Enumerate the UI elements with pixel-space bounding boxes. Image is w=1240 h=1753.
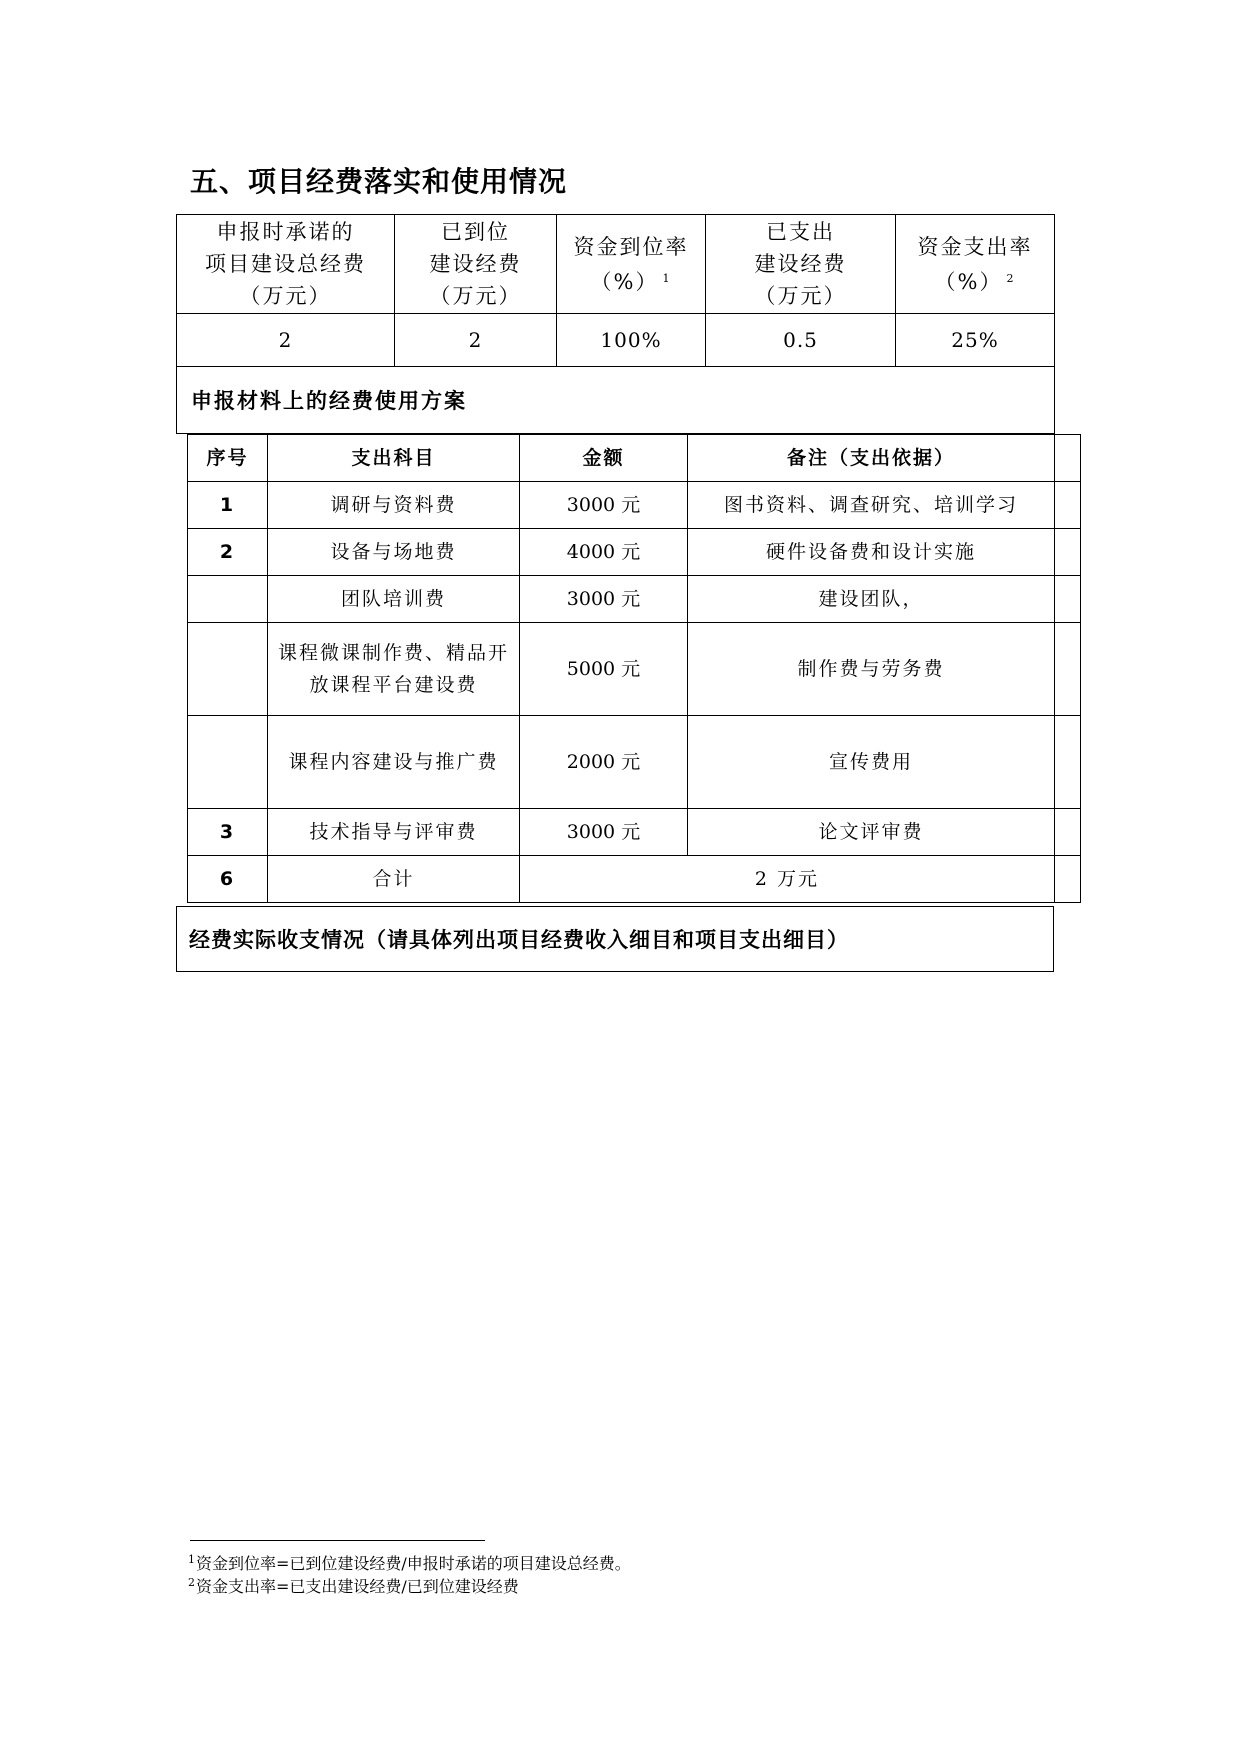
header-spending-rate: 资金支出率 （%） $^2$ [896, 215, 1055, 314]
plan-extra-cell [1055, 435, 1081, 482]
actual-title: 经费实际收支情况（请具体列出项目经费收入细目和项目支出细目） [177, 907, 1054, 972]
summary-header-row [177, 215, 1055, 314]
row-seq [188, 576, 268, 623]
row-seq [188, 716, 268, 809]
row-item: 课程内容建设与推广费 [268, 716, 520, 809]
table-row [188, 482, 1081, 529]
row-note: 论文评审费 [688, 809, 1055, 856]
table-row [188, 576, 1081, 623]
plan-extra-cell [1055, 809, 1081, 856]
plan-header-amount: 金额 [520, 435, 688, 482]
plan-title-row [177, 367, 1055, 434]
row-amount: 3000 元 [520, 809, 688, 856]
value-arrival-rate: 100% [557, 314, 706, 367]
total-row [188, 856, 1081, 903]
plan-header-row [188, 435, 1081, 482]
plan-extra-cell [1055, 623, 1081, 716]
summary-value-row [177, 314, 1055, 367]
row-seq: 2 [188, 529, 268, 576]
row-note: 图书资料、调查研究、培训学习 [688, 482, 1055, 529]
value-committed-funds: 2 [177, 314, 395, 367]
plan-header-seq: 序号 [188, 435, 268, 482]
footnote-text: 资金到位率=已到位建设经费/申报时承诺的项目建设总经费。 [196, 1554, 631, 1573]
table-row [188, 716, 1081, 809]
row-item: 团队培训费 [268, 576, 520, 623]
total-label: 合计 [268, 856, 520, 903]
header-arrival-rate: 资金到位率 （%） $^1$ [557, 215, 706, 314]
row-item: 设备与场地费 [268, 529, 520, 576]
header-committed-funds: 申报时承诺的 项目建设总经费 （万元） [177, 215, 395, 314]
row-note: 建设团队， [688, 576, 1055, 623]
row-amount: 3000 元 [520, 482, 688, 529]
plan-extra-cell [1055, 482, 1081, 529]
plan-extra-cell [1055, 576, 1081, 623]
row-note: 制作费与劳务费 [688, 623, 1055, 716]
plan-extra-cell [1055, 529, 1081, 576]
funding-summary-table [176, 214, 1055, 434]
value-received-funds: 2 [395, 314, 557, 367]
row-seq [188, 623, 268, 716]
row-amount: 5000 元 [520, 623, 688, 716]
footnote-divider [190, 1540, 485, 1541]
budget-plan-table [187, 434, 1081, 903]
plan-title: 申报材料上的经费使用方案 [177, 367, 1055, 434]
footnote-text: 资金支出率=已支出建设经费/已到位建设经费 [196, 1577, 519, 1596]
actual-title-row [177, 907, 1054, 972]
value-spent-funds: 0.5 [706, 314, 896, 367]
row-note: 宣传费用 [688, 716, 1055, 809]
header-received-funds: 已到位 建设经费 （万元） [395, 215, 557, 314]
total-seq: 6 [188, 856, 268, 903]
table-row [188, 529, 1081, 576]
plan-extra-cell [1055, 716, 1081, 809]
footnote-ref-2: 2 [1006, 271, 1016, 285]
total-value: 2 万元 [520, 856, 1055, 903]
row-amount: 4000 元 [520, 529, 688, 576]
plan-header-item: 支出科目 [268, 435, 520, 482]
header-spent-funds: 已支出 建设经费 （万元） [706, 215, 896, 314]
row-item: 技术指导与评审费 [268, 809, 520, 856]
plan-header-note: 备注（支出依据） [688, 435, 1055, 482]
table-row [188, 809, 1081, 856]
row-amount: 3000 元 [520, 576, 688, 623]
table-row [188, 623, 1081, 716]
plan-extra-cell [1055, 856, 1081, 903]
footnote-2 [188, 1572, 519, 1598]
row-seq: 1 [188, 482, 268, 529]
footnote-mark: 2 [188, 1576, 195, 1589]
footnote-ref-1: 1 [662, 271, 672, 285]
row-seq: 3 [188, 809, 268, 856]
row-note: 硬件设备费和设计实施 [688, 529, 1055, 576]
footnote-mark: 1 [188, 1553, 195, 1566]
section-title: 五、项目经费落实和使用情况 [190, 165, 568, 198]
actual-funding-table [176, 906, 1054, 972]
row-amount: 2000 元 [520, 716, 688, 809]
value-spending-rate: 25% [896, 314, 1055, 367]
row-item: 课程微课制作费、精品开 放课程平台建设费 [268, 623, 520, 716]
row-item: 调研与资料费 [268, 482, 520, 529]
